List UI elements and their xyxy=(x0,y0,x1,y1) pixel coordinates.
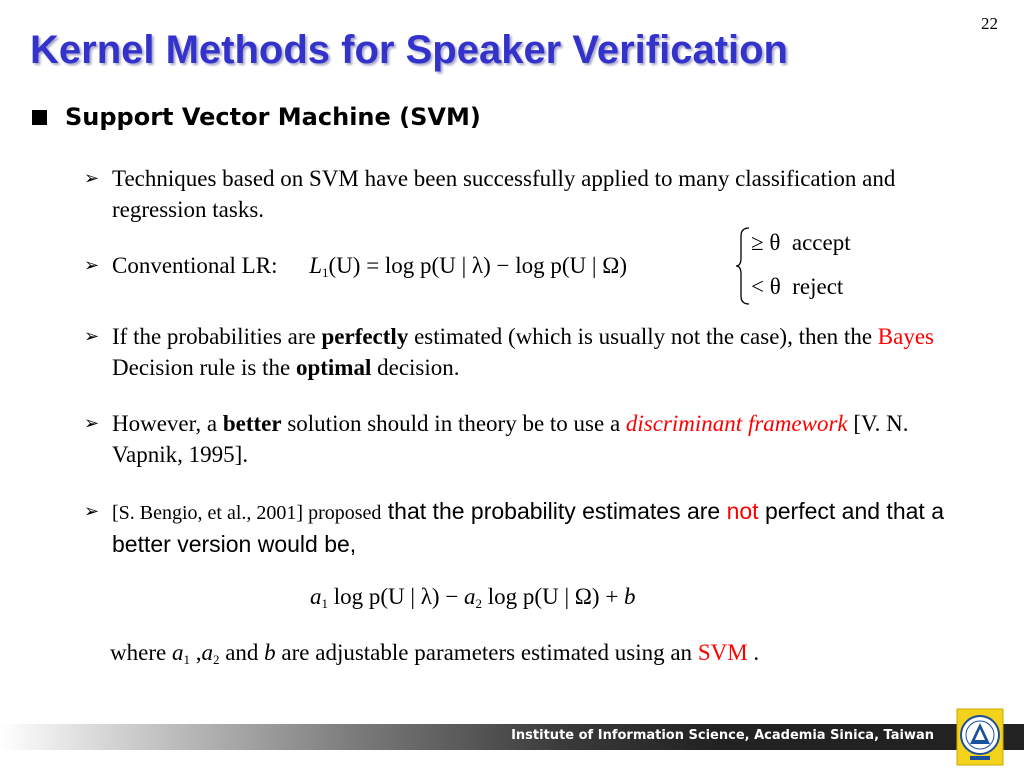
heading-text: Support Vector Machine (SVM) xyxy=(65,103,481,131)
arrow-bullet-icon: ➢ xyxy=(84,255,100,275)
lr-label: Conventional LR: xyxy=(112,253,278,278)
reject-case: < θ reject xyxy=(751,274,844,299)
academia-sinica-logo-icon xyxy=(956,708,1004,766)
bullet-discriminant: ➢ However, a better solution should in theory be to use a discriminant framework [V. N. Vapnik, 1995]. xyxy=(84,408,984,470)
arrow-bullet-icon: ➢ xyxy=(84,326,100,346)
svm-term: SVM xyxy=(697,640,748,665)
bullet-probabilities: ➢ If the probabilities are perfectly estimated (which is usually not the case), then the Bayes Decision rule is the optimal decision. xyxy=(84,321,984,383)
section-heading xyxy=(32,103,481,131)
page-number: 22 xyxy=(981,14,998,33)
footer-bar xyxy=(0,724,1024,750)
left-brace-icon xyxy=(735,226,751,306)
arrow-bullet-icon: ➢ xyxy=(84,168,100,188)
footer-text: Institute of Information Science, Academia Sinica, Taiwan xyxy=(511,728,934,743)
svm-formula: $a_1$ log p(U | $\lambda) - a_2$ log p(U | Ω) + b xyxy=(310,584,636,611)
bullet-text: Techniques based on SVM have been successfully applied to many classification and regression tasks. xyxy=(112,166,896,222)
square-bullet-icon xyxy=(32,110,47,125)
lr-formula: $L_1(U) = \log p(U$ | λ) − log p(U | Ω) xyxy=(309,253,627,280)
bayes-term: Bayes xyxy=(877,324,935,349)
slide-title: Kernel Methods for Speaker Verification xyxy=(30,28,788,72)
arrow-bullet-icon: ➢ xyxy=(84,413,100,433)
not-term: not xyxy=(726,498,759,524)
arrow-bullet-icon: ➢ xyxy=(84,501,100,521)
bullet-techniques xyxy=(84,163,984,225)
citation: [S. Bengio, et al., 2001] proposed xyxy=(112,502,382,524)
bullet-bengio: ➢ [S. Bengio, et al., 2001] proposed that the probability estimates are not perfect and that a better version would be, xyxy=(84,498,944,557)
where-line: where $a_1$ $,a_2$ and b are adjustable parameters estimated using an SVM . xyxy=(110,640,760,667)
discriminant-framework-term: discriminant framework xyxy=(625,411,848,436)
decision-cases xyxy=(735,226,895,306)
accept-case: ≥ θ accept xyxy=(751,230,851,255)
